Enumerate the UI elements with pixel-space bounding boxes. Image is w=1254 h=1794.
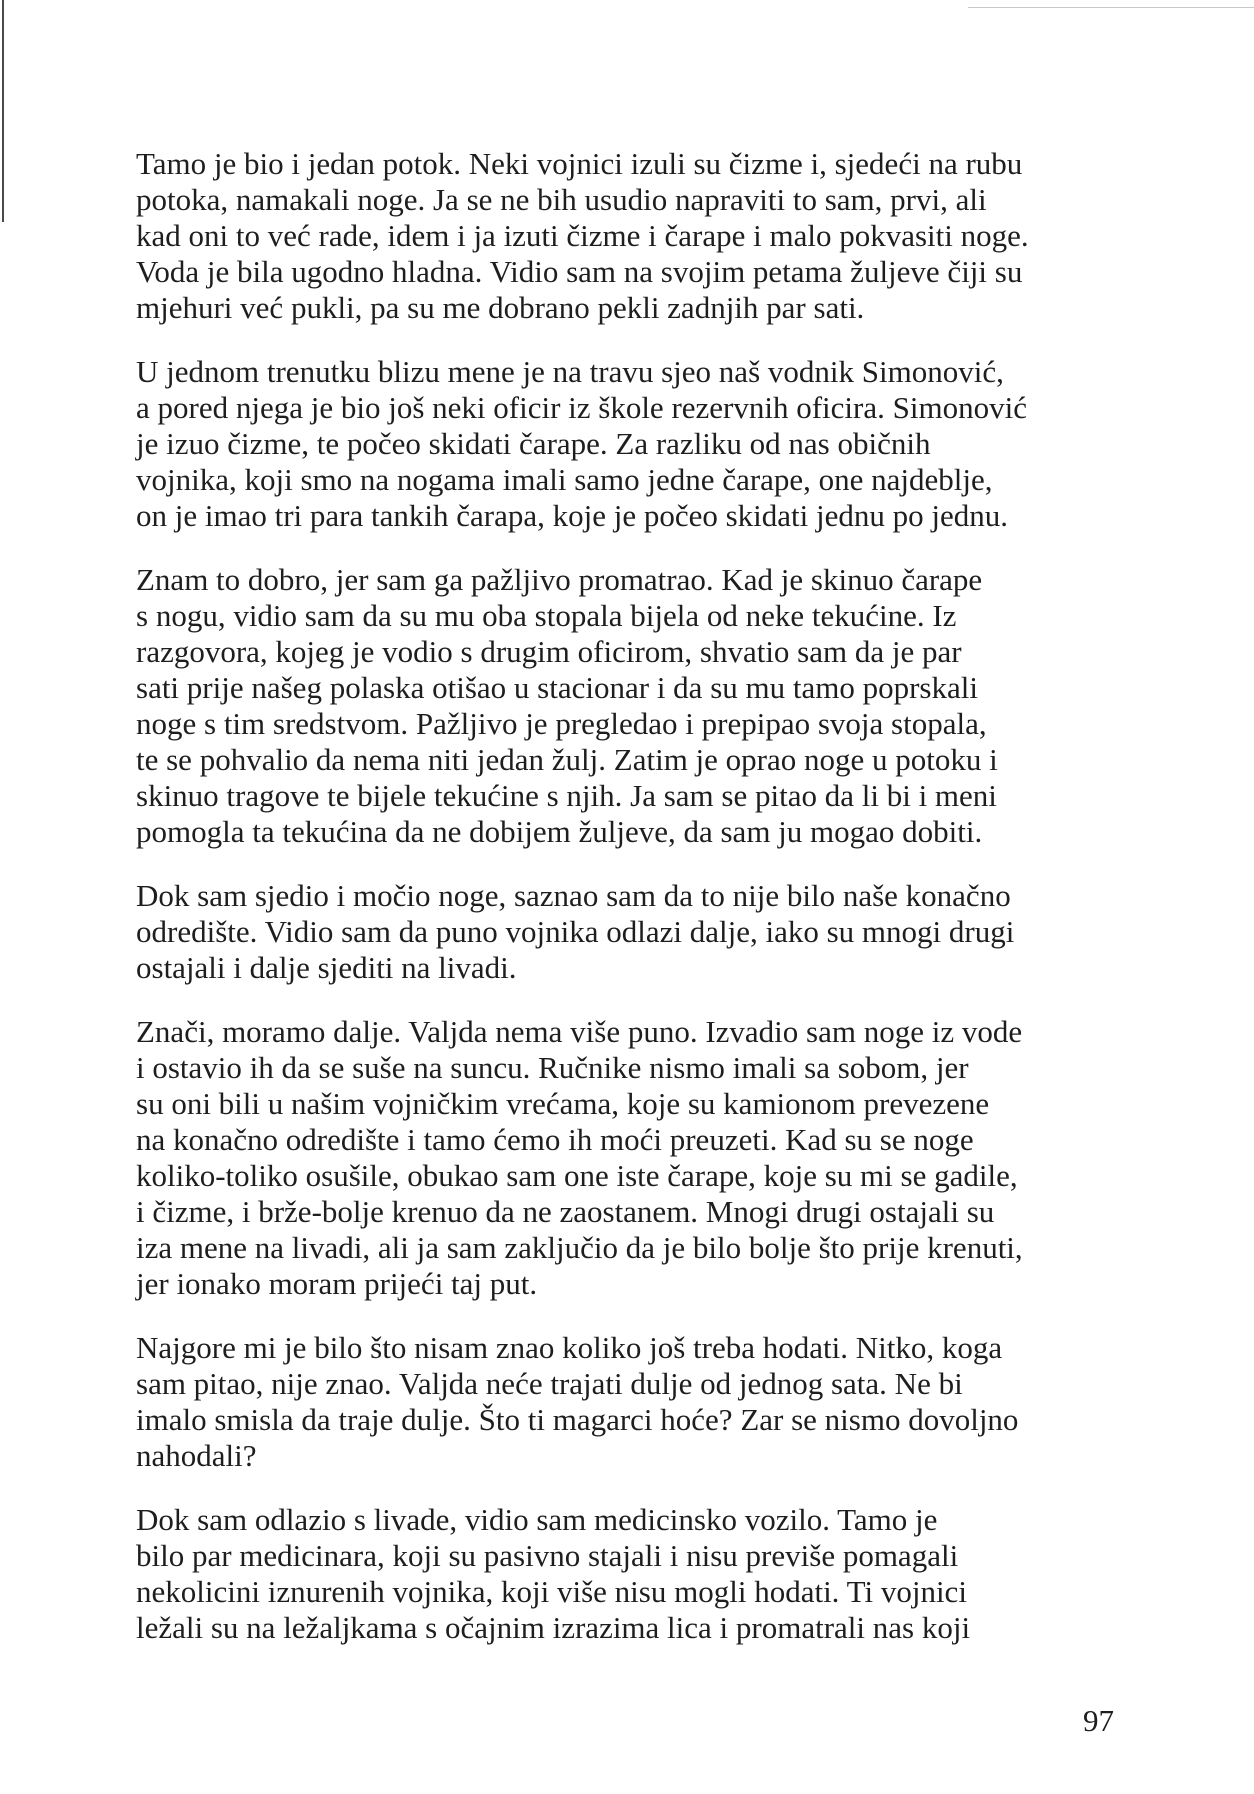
text-line: a pored njega je bio još neki oficir iz škole rezervnih oficira. Simonović [136,390,1027,425]
text-line: na konačno odredište i tamo ćemo ih moći preuzeti. Kad su se noge [136,1122,974,1157]
text-line: Dok sam odlazio s livade, vidio sam medicinsko vozilo. Tamo je [136,1502,938,1537]
text-line: s nogu, vidio sam da su mu oba stopala bijela od neke tekućine. Iz [136,598,957,633]
text-line: i ostavio ih da se suše na suncu. Ručnike nismo imali sa sobom, jer [136,1050,969,1085]
text-line: nahodali? [136,1438,257,1473]
text-line: koliko-toliko osušile, obukao sam one iste čarape, koje su mi se gadile, [136,1158,1018,1193]
text-line: nekolicini iznurenih vojnika, koji više nisu mogli hodati. Ti vojnici [136,1574,967,1609]
text-line: potoka, namakali noge. Ja se ne bih usudio napraviti to sam, prvi, ali [136,182,987,217]
text-line: bilo par medicinara, koji su pasivno stajali i nisu previše pomagali [136,1538,959,1573]
text-line: noge s tim sredstvom. Pažljivo je pregledao i prepipao svoja stopala, [136,706,987,741]
text-line: Dok sam sjedio i močio noge, saznao sam da to nije bilo naše konačno [136,878,1011,913]
paragraph [136,562,1126,850]
paragraph [136,146,1126,326]
top-edge-rule [968,7,1254,8]
text-line: U jednom trenutku blizu mene je na travu sjeo naš vodnik Simonović, [136,354,1004,389]
text-line: Voda je bila ugodno hladna. Vidio sam na svojim petama žuljeve čiji su [136,254,1023,289]
text-line: on je imao tri para tankih čarapa, koje je počeo skidati jednu po jednu. [136,498,1009,533]
text-line: Znači, moramo dalje. Valjda nema više puno. Izvadio sam noge iz vode [136,1014,1023,1049]
text-line: ležali su na ležaljkama s očajnim izrazima lica i promatrali nas koji [136,1610,971,1645]
paragraph [136,1014,1126,1302]
text-line: Znam to dobro, jer sam ga pažljivo promatrao. Kad je skinuo čarape [136,562,983,597]
text-line: kad oni to već rade, idem i ja izuti čizme i čarape i malo pokvasiti noge. [136,218,1029,253]
text-line: sati prije našeg polaska otišao u stacionar i da su mu tamo poprskali [136,670,978,705]
text-line: skinuo tragove te bijele tekućine s njih. Ja sam se pitao da li bi i meni [136,778,997,813]
text-line: sam pitao, nije znao. Valjda neće trajati dulje od jednog sata. Ne bi [136,1366,963,1401]
paragraph [136,354,1126,534]
page-number: 97 [1083,1703,1114,1738]
text-line: Najgore mi je bilo što nisam znao koliko još treba hodati. Nitko, koga [136,1330,1003,1365]
paragraph [136,878,1126,986]
paragraph [136,1502,1126,1646]
left-page-edge [2,0,4,222]
paragraph [136,1330,1126,1474]
text-line: ostajali i dalje sjediti na livadi. [136,950,517,985]
text-line: odredište. Vidio sam da puno vojnika odlazi dalje, iako su mnogi drugi [136,914,1015,949]
text-line: mjehuri već pukli, pa su me dobrano pekli zadnjih par sati. [136,290,865,325]
text-line: pomogla ta tekućina da ne dobijem žuljeve, da sam ju mogao dobiti. [136,814,983,849]
text-line: te se pohvalio da nema niti jedan žulj. Zatim je oprao noge u potoku i [136,742,998,777]
text-line: Tamo je bio i jedan potok. Neki vojnici izuli su čizme i, sjedeći na rubu [136,146,1023,181]
text-line: jer ionako moram prijeći taj put. [136,1266,538,1301]
text-line: i čizme, i brže-bolje krenuo da ne zaostanem. Mnogi drugi ostajali su [136,1194,995,1229]
body-text [136,146,1126,1674]
text-line: su oni bili u našim vojničkim vrećama, koje su kamionom prevezene [136,1086,990,1121]
text-line: je izuo čizme, te počeo skidati čarape. Za razliku od nas običnih [136,426,931,461]
text-line: vojnika, koji smo na nogama imali samo jedne čarape, one najdeblje, [136,462,993,497]
text-line: imalo smisla da traje dulje. Što ti magarci hoće? Zar se nismo dovoljno [136,1402,1019,1437]
text-line: iza mene na livadi, ali ja sam zaključio da je bilo bolje što prije krenuti, [136,1230,1023,1265]
text-line: razgovora, kojeg je vodio s drugim oficirom, shvatio sam da je par [136,634,962,669]
